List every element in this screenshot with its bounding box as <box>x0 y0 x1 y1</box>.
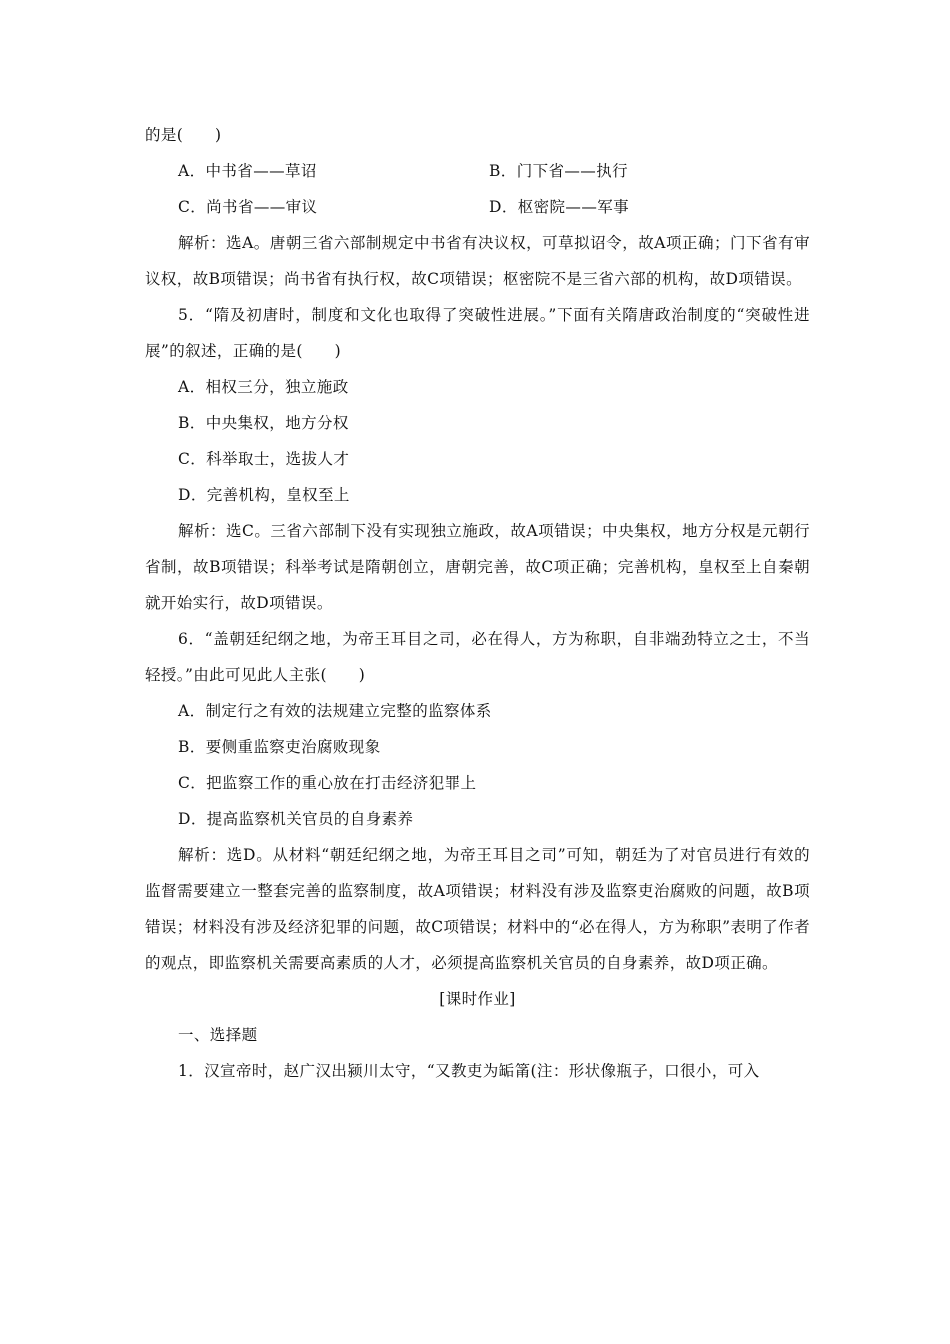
q5-stem: 5．“隋及初唐时，制度和文化也取得了突破性进展。”下面有关隋唐政治制度的“突破性进展”的叙述，正确的是( ) <box>145 306 810 360</box>
q6-option-a[interactable]: A．制定行之有效的法规建立完整的监察体系 <box>178 702 492 720</box>
q4-option-d[interactable]: D．枢密院——军事 <box>489 198 630 216</box>
q5-option-c[interactable]: C．科举取士，选拔人才 <box>178 450 350 468</box>
q6-stem: 6．“盖朝廷纪纲之地，为帝王耳目之司，必在得人，方为称职，自非端劲特立之士，不当轻授。”由此可见此人主张( ) <box>145 630 810 684</box>
q5-analysis: 解析：选C。三省六部制下没有实现独立施政，故A项错误；中央集权，地方分权是元朝行省制，故B项错误；科举考试是隋朝创立，唐朝完善，故C项正确；完善机构，皇权至上自秦朝就开始实行，故D项错误。 <box>145 522 810 612</box>
homework-heading: [课时作业] <box>439 990 516 1008</box>
q5-option-b[interactable]: B．中央集权，地方分权 <box>178 414 349 432</box>
q5-option-a[interactable]: A．相权三分，独立施政 <box>178 378 349 396</box>
q4-option-b[interactable]: B．门下省——执行 <box>489 162 628 180</box>
q5-option-d[interactable]: D．完善机构，皇权至上 <box>178 486 350 504</box>
q6-option-c[interactable]: C．把监察工作的重心放在打击经济犯罪上 <box>178 774 477 792</box>
document-page <box>145 117 810 1089</box>
q4-analysis: 解析：选A。唐朝三省六部制规定中书省有决议权，可草拟诏令，故A项正确；门下省有审议权，故B项错误；尚书省有执行权，故C项错误；枢密院不是三省六部的机构，故D项错误。 <box>145 234 810 288</box>
q4-stem-end: 的是( ) <box>145 126 222 144</box>
q4-option-c[interactable]: C．尚书省——审议 <box>178 198 318 216</box>
q4-option-a[interactable]: A．中书省——草诏 <box>178 162 317 180</box>
q6-analysis: 解析：选D。从材料“朝廷纪纲之地，为帝王耳目之司”可知，朝廷为了对官员进行有效的监督需要建立一整套完善的监察制度，故A项错误；材料没有涉及监察吏治腐败的问题，故B项错误；材料没有涉及经济犯罪的问题，故C项错误；材料中的“必在得人，方为称职”表明了作者的观点，即监察机关需要高素质的人才，必须提高监察机关官员的自身素养，故D项正确。 <box>145 846 810 972</box>
q4-options-row-2 <box>145 189 810 225</box>
q6-option-d[interactable]: D．提高监察机关官员的自身素养 <box>178 810 414 828</box>
q6-option-b[interactable]: B．要侧重监察吏治腐败现象 <box>178 738 381 756</box>
section-heading: 一、选择题 <box>178 1026 258 1044</box>
homework-q1-stem: 1．汉宣帝时，赵广汉出颍川太守，“又教吏为缿筩(注：形状像瓶子，口很小，可入 <box>178 1062 760 1080</box>
q4-options-row-1 <box>145 153 810 189</box>
